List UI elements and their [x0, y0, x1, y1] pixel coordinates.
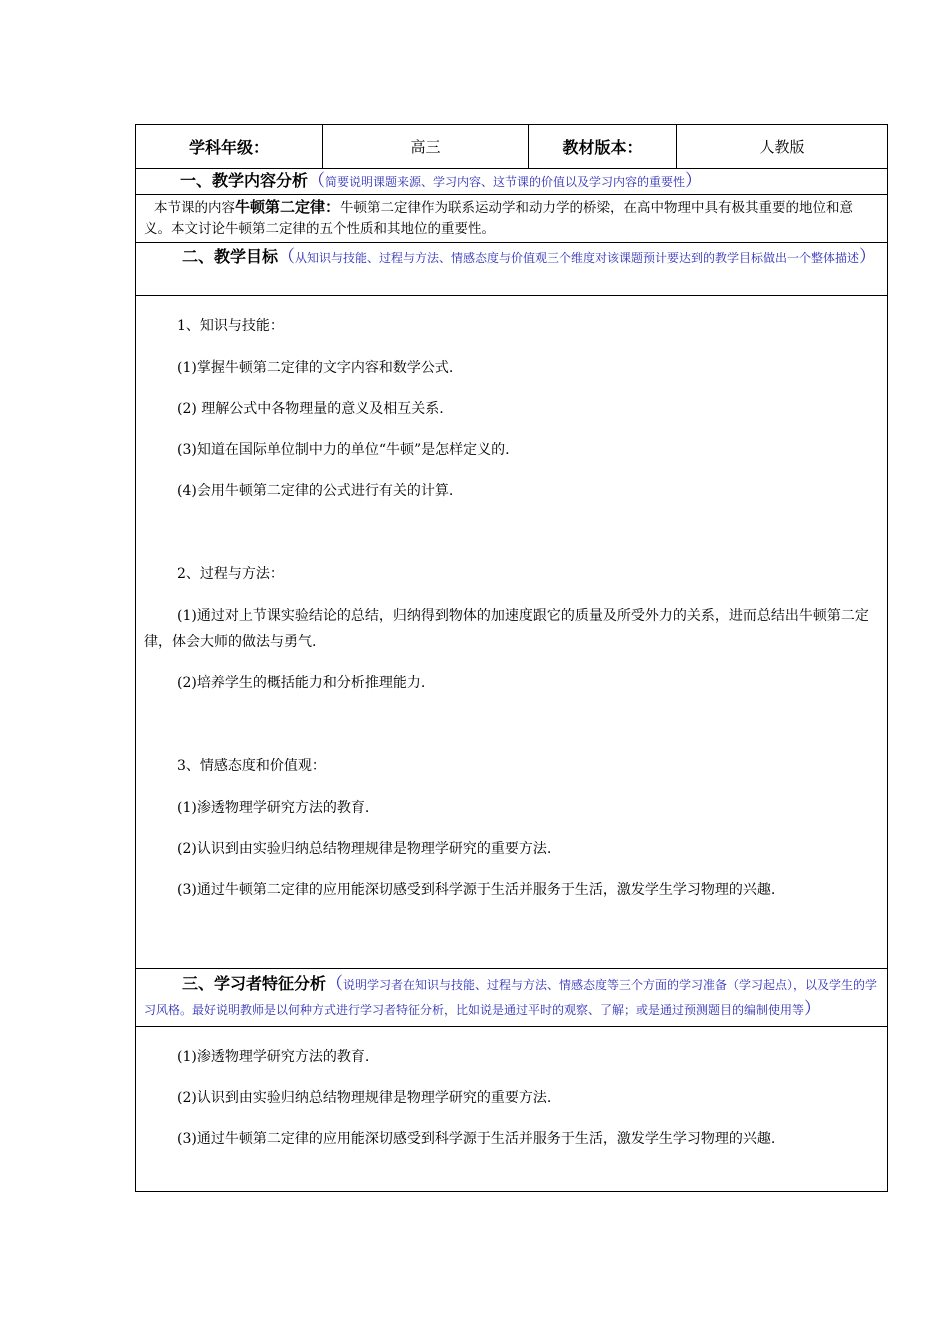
section2-paren-close: ）: [859, 247, 877, 267]
intro-bold-term: 牛顿第二定律：: [235, 198, 341, 216]
textbook-edition-value: 人教版: [677, 125, 888, 169]
list-item: (2) 理解公式中各物理量的意义及相互关系.: [177, 401, 444, 417]
section2-paren-open: （: [278, 247, 296, 267]
list-item: (2)认识到由实验归纳总结物理规律是物理学研究的重要方法.: [177, 1090, 552, 1106]
lesson-plan-table: [135, 124, 888, 1192]
list-item: (1)掌握牛顿第二定律的文字内容和数学公式.: [177, 360, 454, 376]
list-item: (3)通过牛顿第二定律的应用能深切感受到科学源于生活并服务于生活，激发学生学习物理的兴趣.: [177, 882, 776, 898]
section3-title-row: [136, 969, 888, 1027]
section3-title: 三、学习者特征分析: [182, 974, 327, 993]
section1-title: 一、教学内容分析: [180, 171, 309, 190]
section3-note: 说明学习者在知识与技能、过程与方法、情感态度等三个方面的学习准备（学习起点），以及学生的学习风格。最好说明教师是以何种方式进行学习者特征分析，比如说是通过平时的观察、了解；或是通过预测题目的编制使用等: [144, 978, 878, 1017]
section1-intro: [136, 195, 888, 243]
objectives-cell: [136, 296, 888, 969]
section1-paren-open: （: [308, 171, 326, 191]
section2-title-cell: [136, 243, 888, 296]
list-item: (2)认识到由实验归纳总结物理规律是物理学研究的重要方法.: [177, 841, 552, 857]
list-item: (2)培养学生的概括能力和分析推理能力.: [177, 675, 426, 691]
group-heading: 1、知识与技能：: [177, 318, 284, 334]
section3-content-row: [136, 1027, 888, 1192]
section2-note: 从知识与技能、过程与方法、情感态度与价值观三个维度对该课题预计要达到的教学目标做出一个整体描述: [295, 251, 860, 265]
group-heading: 2、过程与方法：: [177, 566, 284, 582]
list-item: (1)通过对上节课实验结论的总结，归纳得到物体的加速度跟它的质量及所受外力的关系，进而总结出牛顿第二定律，体会大师的做法与勇气.: [144, 608, 869, 650]
section1-content-row: [136, 195, 888, 243]
textbook-edition-label: 教材版本：: [529, 125, 677, 169]
list-item: (3)知道在国际单位制中力的单位“牛顿”是怎样定义的.: [177, 442, 510, 458]
list-item: (3)通过牛顿第二定律的应用能深切感受到科学源于生活并服务于生活，激发学生学习物理的兴趣.: [177, 1131, 776, 1147]
section1-title-cell: [136, 169, 888, 195]
section1-paren-close: ）: [685, 171, 703, 191]
list-item: (1)渗透物理学研究方法的教育.: [177, 1049, 370, 1065]
section3-paren-open: （: [326, 974, 344, 994]
subject-grade-label: 学科年级：: [136, 125, 323, 169]
group-heading: 3、情感态度和价值观：: [177, 758, 326, 774]
section1-title-row: [136, 169, 888, 195]
section3-paren-close: ）: [804, 999, 822, 1019]
header-row: [136, 125, 888, 169]
section1-note: 简要说明课题来源、学习内容、这节课的价值以及学习内容的重要性: [325, 175, 686, 189]
intro-prefix: 本节课的内容: [154, 200, 235, 216]
learner-cell: [136, 1027, 888, 1192]
section2-title-row: [136, 243, 888, 296]
list-item: (4)会用牛顿第二定律的公式进行有关的计算.: [177, 483, 454, 499]
section2-title: 二、教学目标: [182, 247, 279, 266]
list-item: (1)渗透物理学研究方法的教育.: [177, 800, 370, 816]
section3-title-cell: [136, 969, 888, 1027]
section2-content-row: [136, 296, 888, 969]
intro-text: 牛顿第二定律作为联系运动学和动力学的桥梁，在高中物理中具有极其重要的地位和意义。本文讨论牛顿第二定律的五个性质和其地位的重要性。: [144, 200, 854, 237]
subject-grade-value: 高三: [323, 125, 529, 169]
